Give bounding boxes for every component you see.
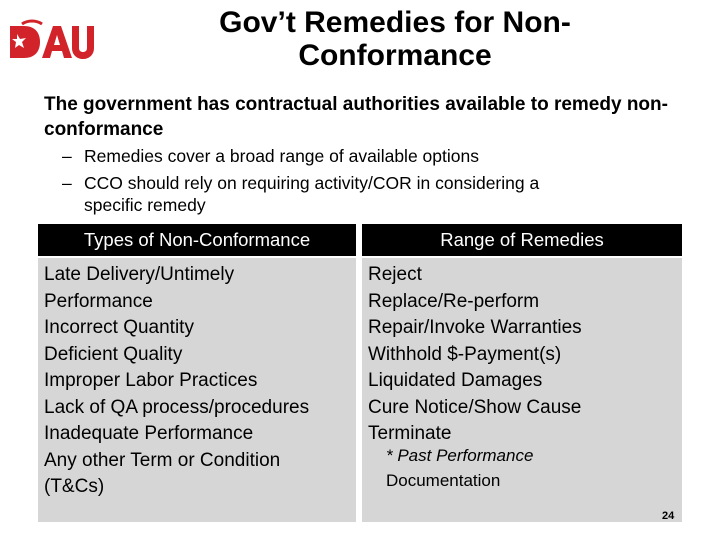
list-item: Terminate (368, 423, 452, 444)
list-item: Replace/Re-perform (368, 290, 540, 312)
dash-marker: – (62, 146, 72, 166)
main-bullet: The government has contractual authorities available to remedy non-conformance (44, 94, 668, 140)
types-column (38, 258, 356, 522)
list-item: Lack of QA process/procedures (44, 396, 310, 418)
dau-logo (8, 18, 96, 60)
list-item: Performance (44, 290, 153, 312)
list-item: Any other Term or Condition (44, 449, 281, 471)
header-types: Types of Non-Conformance (38, 224, 356, 256)
sub-bullet (62, 172, 702, 216)
sub-bullet (62, 145, 702, 167)
list-item: Late Delivery/Untimely (44, 264, 235, 285)
list-item: Cure Notice/Show Cause (368, 396, 582, 418)
types-list (44, 262, 309, 501)
list-item: Repair/Invoke Warranties (368, 317, 582, 338)
list-item: (T&Cs) (44, 476, 105, 497)
sub-bullet-continuation: specific remedy (84, 195, 206, 215)
list-item: Reject (368, 264, 422, 285)
list-item: Incorrect Quantity (44, 317, 194, 338)
list-item: Withhold $-Payment(s) (368, 343, 562, 365)
documentation-note: Documentation (386, 471, 501, 490)
slide-title: Gov’t Remedies for Non-Conformance (219, 6, 571, 72)
page-number: 24 (662, 510, 675, 522)
sub-bullet-text: CCO should rely on requiring activity/COR in considering a (84, 173, 540, 193)
list-item: Improper Labor Practices (44, 370, 258, 391)
list-item: Inadequate Performance (44, 423, 254, 444)
header-remedies: Range of Remedies (362, 224, 682, 256)
past-performance-note: * Past Performance (386, 446, 534, 465)
remedies-list (368, 262, 582, 448)
list-item: Liquidated Damages (368, 370, 543, 391)
list-item: Deficient Quality (44, 343, 183, 365)
remedies-column (362, 258, 682, 522)
sub-bullet-text: Remedies cover a broad range of available options (84, 146, 479, 166)
dash-marker: – (62, 173, 72, 193)
